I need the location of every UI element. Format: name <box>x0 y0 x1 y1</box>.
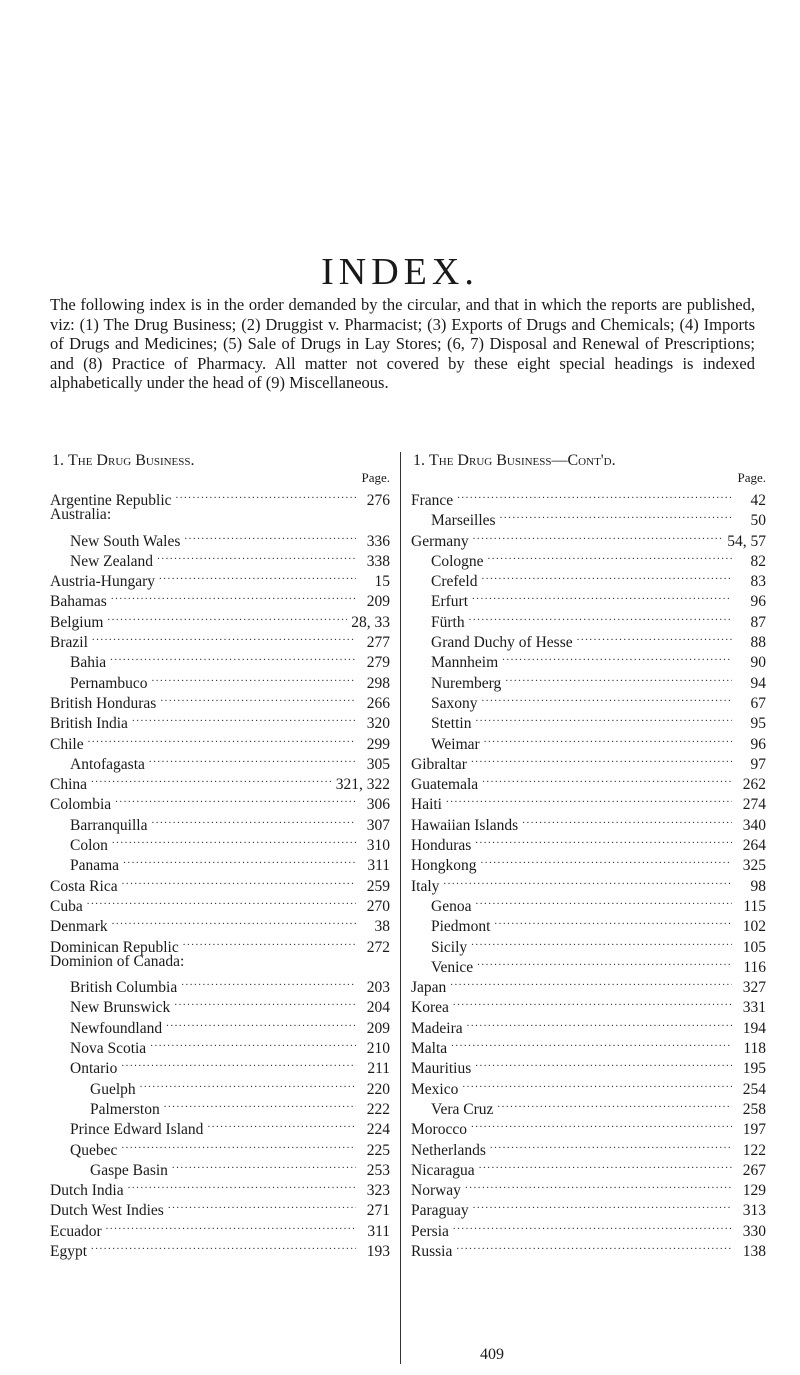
entry-page: 338 <box>366 552 390 570</box>
entry-page: 274 <box>742 796 766 814</box>
dot-leader <box>482 688 733 708</box>
entry-name: Saxony <box>431 694 478 712</box>
index-entry <box>411 1236 766 1260</box>
entry-page: 277 <box>366 634 390 652</box>
entry-page: 305 <box>366 755 390 773</box>
entry-page: 96 <box>750 593 766 611</box>
entry-page: 105 <box>742 938 766 956</box>
dot-leader <box>150 1033 356 1053</box>
dot-leader <box>160 688 356 708</box>
entry-page: 82 <box>750 552 766 570</box>
dot-leader <box>475 891 732 911</box>
dot-leader <box>111 586 356 606</box>
entry-name: Nova Scotia <box>70 1040 147 1058</box>
entry-name: Brazil <box>50 634 88 652</box>
index-entry <box>411 810 766 834</box>
entry-page: 194 <box>742 1019 766 1037</box>
entry-name: Cologne <box>431 552 484 570</box>
entry-name: Vera Cruz <box>431 1100 494 1118</box>
dot-leader <box>164 1094 356 1114</box>
entry-page: 310 <box>366 837 390 855</box>
dot-leader <box>159 566 356 586</box>
entry-page: 116 <box>743 958 766 976</box>
dot-leader <box>88 729 356 749</box>
dot-leader <box>467 1013 732 1033</box>
entry-page: 210 <box>366 1040 390 1058</box>
entry-name: Korea <box>411 999 449 1017</box>
entry-name: Colombia <box>50 796 112 814</box>
dot-leader <box>494 911 732 931</box>
dot-leader <box>500 505 732 525</box>
entry-page: 264 <box>742 837 766 855</box>
entry-name: Prince Edward Island <box>70 1121 204 1139</box>
entry-page: 83 <box>750 573 766 591</box>
entry-name: Newfoundland <box>70 1019 163 1037</box>
entry-name: New Brunswick <box>70 999 171 1017</box>
dot-leader <box>469 607 732 627</box>
dot-leader <box>176 485 356 505</box>
entry-page: 94 <box>750 674 766 692</box>
dot-leader <box>502 647 732 667</box>
dot-leader <box>473 1195 732 1215</box>
dot-leader <box>471 749 732 769</box>
entry-name: Japan <box>411 979 447 997</box>
entry-page: 331 <box>742 999 766 1017</box>
entry-name: France <box>411 492 454 509</box>
entry-page: 320 <box>366 715 390 733</box>
dot-leader <box>91 769 332 789</box>
dot-leader <box>174 992 356 1012</box>
entry-name: Panama <box>70 857 120 875</box>
dot-leader <box>115 789 356 809</box>
page-label: Page. <box>361 470 390 485</box>
entry-name: Germany <box>411 532 469 550</box>
dot-leader <box>123 850 356 870</box>
dot-leader <box>475 830 732 850</box>
dot-leader <box>121 1053 356 1073</box>
entry-name: Mannheim <box>431 654 499 672</box>
index-entry <box>411 789 766 814</box>
dot-leader <box>121 1135 356 1155</box>
index-entry <box>50 627 390 652</box>
entry-name: Colon <box>70 837 108 855</box>
dot-leader <box>181 972 356 992</box>
entry-name: British Columbia <box>70 979 178 997</box>
entry-name: Barranquilla <box>70 816 148 834</box>
index-entry <box>411 1094 766 1118</box>
dot-leader <box>482 769 732 789</box>
dot-leader <box>457 485 732 505</box>
entry-page: 340 <box>742 816 766 834</box>
entry-page: 311 <box>367 857 390 875</box>
dot-leader <box>471 1114 732 1134</box>
entry-page: 118 <box>743 1040 766 1058</box>
entry-name: Belgium <box>50 613 104 631</box>
index-entry <box>411 1013 766 1037</box>
entry-name: Palmerston <box>90 1100 160 1118</box>
entry-name: Genoa <box>431 897 472 915</box>
index-entry <box>50 647 390 672</box>
index-entry <box>50 526 390 550</box>
index-entry <box>50 952 390 972</box>
entry-name: Bahamas <box>50 593 107 611</box>
entry-name: Weimar <box>431 735 480 753</box>
entry-page: 193 <box>366 1242 390 1260</box>
dot-leader <box>453 1216 732 1236</box>
dot-leader <box>107 607 347 627</box>
entry-page: 203 <box>366 979 390 997</box>
entry-name: Bahia <box>70 654 107 672</box>
index-entry <box>411 871 766 895</box>
heading-text: The Drug Business. <box>68 452 195 469</box>
entry-page: 209 <box>366 1019 390 1037</box>
entry-name: Grand Duchy of Hesse <box>431 634 573 652</box>
entry-page: 259 <box>366 877 390 895</box>
entry-page: 88 <box>750 634 766 652</box>
entry-name: Crefeld <box>431 573 478 591</box>
dot-leader <box>475 1053 732 1073</box>
entry-page: 276 <box>366 492 390 509</box>
dot-leader <box>479 1155 732 1175</box>
entry-name: Italy <box>411 877 440 895</box>
entry-page: 313 <box>742 1202 766 1220</box>
entry-page: 330 <box>742 1222 766 1240</box>
dot-leader <box>207 1114 356 1134</box>
entry-page: 254 <box>742 1080 766 1098</box>
dot-leader <box>443 871 732 891</box>
dot-leader <box>451 1033 732 1053</box>
entry-name: Cuba <box>50 897 83 915</box>
entry-name: Pernambuco <box>70 674 148 692</box>
entry-page: 267 <box>742 1161 766 1179</box>
entry-name: Hawaiian Islands <box>411 816 519 834</box>
index-entry <box>411 505 766 530</box>
dot-leader <box>112 911 356 931</box>
dot-leader <box>157 546 356 566</box>
dot-leader <box>184 526 356 546</box>
dot-leader <box>522 810 732 830</box>
entry-page: 98 <box>750 877 766 895</box>
entry-list <box>50 485 390 1260</box>
entry-page: 279 <box>366 654 390 672</box>
entry-name: New South Wales <box>70 532 181 550</box>
entry-page: 50 <box>750 512 766 530</box>
entry-name: Malta <box>411 1040 448 1058</box>
dot-leader <box>92 627 356 647</box>
entry-name: British Honduras <box>50 694 157 712</box>
index-entry <box>50 891 390 915</box>
dot-leader <box>471 932 732 952</box>
entry-name: Honduras <box>411 837 472 855</box>
dot-leader <box>472 586 732 606</box>
dot-leader <box>183 932 356 952</box>
heading-number: 1. <box>413 452 425 469</box>
dot-leader <box>122 871 356 891</box>
dot-leader <box>484 729 732 749</box>
index-entry <box>50 911 390 936</box>
entry-name: Costa Rica <box>50 877 118 895</box>
intro-paragraph: The following index is in the order demanded by the circular, and that in which the reports are published, viz: (1) The Drug Business; (2) Druggist v. Pharmacist; (3) Exports of Drugs and Chemicals; (4) Imports of Drugs and Medicines; (5) Sale of Drugs in Lay Stores; (6, 7) Disposal and Renewal of Prescriptions; and (8) Practice of Pharmacy. All matter not covered by these eight special headings is indexed alphabetically under the head of (9) Miscellaneous. <box>50 295 755 393</box>
entry-name: Russia <box>411 1242 453 1260</box>
entry-name: Hongkong <box>411 857 477 875</box>
entry-name: Persia <box>411 1222 449 1240</box>
entry-page: 115 <box>743 897 766 915</box>
entry-page: 262 <box>742 776 766 794</box>
entry-name: Antofagasta <box>70 755 145 773</box>
entry-name: Gibraltar <box>411 755 467 773</box>
entry-page: 325 <box>742 857 766 875</box>
entry-page: 311 <box>367 1222 390 1240</box>
entry-name: China <box>50 776 88 794</box>
index-entry <box>411 1195 766 1220</box>
heading-text: The Drug Business—Cont'd. <box>429 452 616 469</box>
dot-leader <box>475 708 732 728</box>
entry-page: 258 <box>742 1100 766 1118</box>
dot-leader <box>128 1175 356 1195</box>
entry-name: Guelph <box>90 1080 136 1098</box>
index-column-right <box>400 452 766 1364</box>
entry-name: Ontario <box>70 1060 118 1078</box>
dot-leader <box>477 952 732 972</box>
entry-page: 225 <box>366 1141 390 1159</box>
entry-name: Fürth <box>431 613 465 631</box>
dot-leader <box>481 566 732 586</box>
dot-leader <box>149 749 356 769</box>
entry-page: 28, 33 <box>351 613 390 631</box>
entry-name: Australia: <box>50 506 112 524</box>
dot-leader <box>488 546 732 566</box>
entry-name: Sicily <box>431 938 468 956</box>
entry-name: Mexico <box>411 1080 459 1098</box>
entry-page: 307 <box>366 816 390 834</box>
dot-leader <box>446 789 732 809</box>
dot-leader <box>112 830 356 850</box>
page-number: 409 <box>480 1346 504 1363</box>
entry-page: 321, 322 <box>335 776 390 794</box>
entry-page: 266 <box>366 694 390 712</box>
dot-leader <box>490 1135 732 1155</box>
dot-leader <box>453 992 732 1012</box>
entry-name: Erfurt <box>431 593 469 611</box>
entry-page: 271 <box>366 1202 390 1220</box>
index-entry <box>50 729 390 753</box>
entry-page: 323 <box>366 1182 390 1200</box>
entry-name: Guatemala <box>411 776 479 794</box>
dot-leader <box>110 647 356 667</box>
entry-name: Nuremberg <box>431 674 502 692</box>
entry-name: New Zealand <box>70 552 154 570</box>
entry-page: 122 <box>742 1141 766 1159</box>
entry-page: 54, 57 <box>727 532 766 550</box>
entry-name: Dominican Republic <box>50 938 179 956</box>
index-entry <box>50 972 390 997</box>
entry-page: 67 <box>750 694 766 712</box>
index-entry <box>50 769 390 794</box>
entry-page: 270 <box>366 897 390 915</box>
dot-leader <box>87 891 356 911</box>
entry-page: 102 <box>742 918 766 936</box>
entry-name: Chile <box>50 735 84 753</box>
index-entry <box>411 992 766 1017</box>
dot-leader <box>456 1236 732 1256</box>
dot-leader <box>505 668 732 688</box>
entry-name: British India <box>50 715 128 733</box>
entry-name: Gaspe Basin <box>90 1161 168 1179</box>
index-entry <box>50 485 390 509</box>
entry-name: Paraguay <box>411 1202 469 1220</box>
index-entry <box>411 891 766 915</box>
entry-page: 299 <box>366 735 390 753</box>
dot-leader <box>497 1094 732 1114</box>
entry-page: 211 <box>367 1060 390 1078</box>
dot-leader <box>168 1195 356 1215</box>
dot-leader <box>151 810 356 830</box>
dot-leader <box>166 1013 356 1033</box>
entry-name: Austria-Hungary <box>50 573 156 591</box>
entry-page: 95 <box>750 715 766 733</box>
entry-page: 306 <box>366 796 390 814</box>
entry-page: 129 <box>742 1182 766 1200</box>
entry-page: 298 <box>366 674 390 692</box>
index-entry <box>50 749 390 773</box>
entry-name: Haiti <box>411 796 442 814</box>
entry-name: Dutch West Indies <box>50 1202 164 1220</box>
entry-name: Morocco <box>411 1121 467 1139</box>
entry-name: Egypt <box>50 1242 88 1260</box>
dot-leader <box>140 1074 356 1094</box>
entry-page: 327 <box>742 979 766 997</box>
dot-leader <box>462 1074 732 1094</box>
entry-name: Ecuador <box>50 1222 102 1240</box>
entry-name: Stettin <box>431 715 472 733</box>
entry-page: 209 <box>366 593 390 611</box>
entry-name: Quebec <box>70 1141 118 1159</box>
entry-page: 220 <box>366 1080 390 1098</box>
entry-page: 96 <box>750 735 766 753</box>
entry-page: 253 <box>366 1161 390 1179</box>
heading-number: 1. <box>52 452 64 469</box>
index-entry <box>50 789 390 814</box>
dot-leader <box>151 668 356 688</box>
entry-name: Nicaragua <box>411 1161 475 1179</box>
index-entry <box>411 1033 766 1058</box>
entry-name: Piedmont <box>431 918 491 936</box>
entry-page: 90 <box>750 654 766 672</box>
entry-name: Netherlands <box>411 1141 486 1159</box>
entry-list <box>411 485 766 1260</box>
dot-leader <box>106 1216 356 1236</box>
entry-page: 204 <box>366 999 390 1017</box>
dot-leader <box>172 1155 356 1175</box>
page-label: Page. <box>737 470 766 485</box>
index-entry <box>411 1053 766 1078</box>
entry-page: 336 <box>366 532 390 550</box>
entry-name: Venice <box>431 958 474 976</box>
column-heading <box>411 452 766 470</box>
entry-page: 97 <box>750 755 766 773</box>
dot-leader <box>577 627 732 647</box>
entry-name: Norway <box>411 1182 461 1200</box>
dot-leader <box>473 526 724 546</box>
index-entry <box>50 505 390 525</box>
dot-leader <box>480 850 732 870</box>
entry-name: Denmark <box>50 918 108 936</box>
index-entry <box>411 1074 766 1098</box>
entry-page: 38 <box>374 918 390 936</box>
entry-page: 15 <box>374 573 390 591</box>
entry-name: Madeira <box>411 1019 463 1037</box>
index-entry <box>411 1216 766 1240</box>
entry-page: 87 <box>750 613 766 631</box>
column-heading <box>50 452 390 470</box>
page-title: INDEX. <box>321 251 479 294</box>
index-entry <box>50 1236 390 1260</box>
entry-page: 222 <box>366 1100 390 1118</box>
entry-page: 138 <box>742 1242 766 1260</box>
entry-page: 197 <box>742 1121 766 1139</box>
entry-name: Dominion of Canada: <box>50 952 185 970</box>
dot-leader <box>91 1236 356 1256</box>
entry-name: Argentine Republic <box>50 492 172 509</box>
index-column-left <box>50 452 390 1260</box>
entry-page: 42 <box>750 492 766 509</box>
dot-leader <box>465 1175 732 1195</box>
entry-name: Marseilles <box>431 512 496 530</box>
entry-page: 224 <box>366 1121 390 1139</box>
entry-page: 195 <box>742 1060 766 1078</box>
dot-leader <box>450 972 732 992</box>
entry-name: Dutch India <box>50 1182 124 1200</box>
index-entry <box>411 972 766 997</box>
index-entry <box>411 485 766 509</box>
index-entry <box>411 1175 766 1200</box>
entry-name: Mauritius <box>411 1060 472 1078</box>
entry-page: 272 <box>366 938 390 956</box>
dot-leader <box>132 708 356 728</box>
